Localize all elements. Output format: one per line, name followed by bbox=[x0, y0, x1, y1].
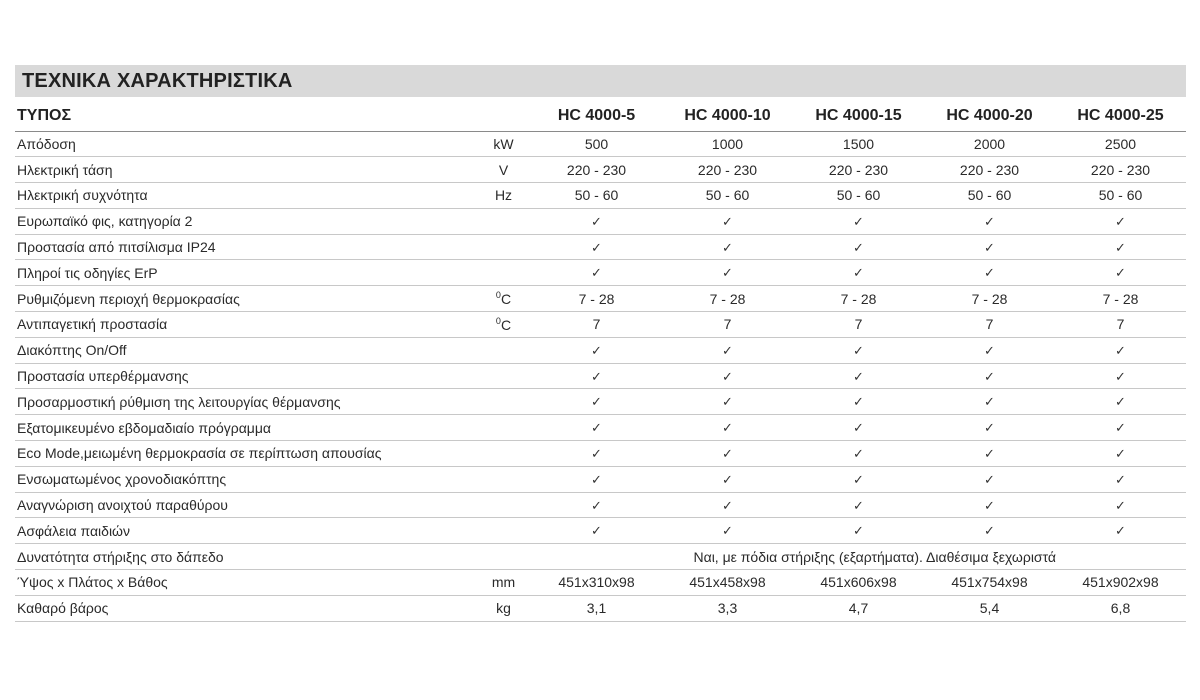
checkmark-cell bbox=[662, 234, 793, 260]
unit-text: C bbox=[500, 291, 512, 308]
checkmark-icon: ✓ bbox=[1115, 524, 1126, 540]
checkmark-cell bbox=[1055, 492, 1186, 518]
checkmark-icon: ✓ bbox=[591, 214, 602, 230]
checkmark-icon: ✓ bbox=[1115, 421, 1126, 437]
checkmark-icon: ✓ bbox=[984, 498, 995, 514]
checkmark-icon: ✓ bbox=[853, 369, 864, 385]
checkmark-icon: ✓ bbox=[853, 421, 864, 437]
checkmark-icon: ✓ bbox=[1115, 498, 1126, 514]
row-value: 2500 bbox=[1055, 131, 1186, 157]
checkmark-cell bbox=[531, 518, 662, 544]
header-unit-cell bbox=[476, 102, 531, 131]
checkmark-cell bbox=[793, 208, 924, 234]
checkmark-icon: ✓ bbox=[1115, 369, 1126, 385]
checkmark-icon: ✓ bbox=[1115, 214, 1126, 230]
checkmark-cell bbox=[1055, 260, 1186, 286]
checkmark-cell bbox=[924, 492, 1055, 518]
checkmark-icon: ✓ bbox=[722, 524, 733, 540]
header-type-label: ΤΥΠΟΣ bbox=[15, 102, 476, 131]
checkmark-cell bbox=[531, 260, 662, 286]
table-row bbox=[15, 208, 1186, 234]
row-label: Eco Mode,μειωμένη θερμοκρασία σε περίπτωση απουσίας bbox=[15, 441, 476, 467]
checkmark-icon: ✓ bbox=[853, 395, 864, 411]
checkmark-cell bbox=[531, 415, 662, 441]
row-label: Προσαρμοστική ρύθμιση της λειτουργίας θέρμανσης bbox=[15, 389, 476, 415]
unit-text: C bbox=[500, 316, 512, 333]
table-row bbox=[15, 389, 1186, 415]
row-value: 220 - 230 bbox=[924, 157, 1055, 183]
checkmark-icon: ✓ bbox=[853, 343, 864, 359]
row-unit bbox=[476, 518, 531, 544]
checkmark-icon: ✓ bbox=[591, 472, 602, 488]
row-span-value: Ναι, με πόδια στήριξης (εξαρτήματα). Διαθέσιμα ξεχωριστά bbox=[531, 544, 1186, 570]
table-row bbox=[15, 518, 1186, 544]
checkmark-icon: ✓ bbox=[984, 214, 995, 230]
checkmark-cell bbox=[1055, 337, 1186, 363]
checkmark-cell bbox=[793, 441, 924, 467]
row-label: Πληροί τις οδηγίες ErP bbox=[15, 260, 476, 286]
row-value: 7 - 28 bbox=[1055, 286, 1186, 312]
table-row bbox=[15, 595, 1186, 621]
checkmark-icon: ✓ bbox=[722, 421, 733, 437]
checkmark-cell bbox=[662, 363, 793, 389]
checkmark-icon: ✓ bbox=[591, 524, 602, 540]
row-unit bbox=[476, 234, 531, 260]
row-value: 6,8 bbox=[1055, 595, 1186, 621]
table-row bbox=[15, 492, 1186, 518]
checkmark-cell bbox=[793, 415, 924, 441]
table-row bbox=[15, 312, 1186, 338]
table-row bbox=[15, 234, 1186, 260]
table-row bbox=[15, 157, 1186, 183]
checkmark-icon: ✓ bbox=[722, 472, 733, 488]
table-row bbox=[15, 415, 1186, 441]
checkmark-icon: ✓ bbox=[722, 395, 733, 411]
row-label: Εξατομικευμένο εβδομαδιαίο πρόγραμμα bbox=[15, 415, 476, 441]
checkmark-icon: ✓ bbox=[722, 498, 733, 514]
checkmark-cell bbox=[662, 518, 793, 544]
checkmark-icon: ✓ bbox=[722, 266, 733, 282]
row-value: 7 bbox=[662, 312, 793, 338]
checkmark-icon: ✓ bbox=[591, 395, 602, 411]
checkmark-cell bbox=[924, 363, 1055, 389]
checkmark-icon: ✓ bbox=[1115, 472, 1126, 488]
row-unit bbox=[476, 544, 531, 570]
row-value: 220 - 230 bbox=[793, 157, 924, 183]
row-label: Απόδοση bbox=[15, 131, 476, 157]
row-value: 7 - 28 bbox=[662, 286, 793, 312]
row-unit bbox=[476, 337, 531, 363]
row-value: 7 bbox=[793, 312, 924, 338]
row-value: 50 - 60 bbox=[531, 183, 662, 209]
checkmark-icon: ✓ bbox=[591, 266, 602, 282]
row-value: 500 bbox=[531, 131, 662, 157]
table-header-row bbox=[15, 102, 1186, 131]
checkmark-cell bbox=[924, 208, 1055, 234]
checkmark-cell bbox=[531, 492, 662, 518]
row-value: 220 - 230 bbox=[1055, 157, 1186, 183]
table-row bbox=[15, 363, 1186, 389]
row-label: Δυνατότητα στήριξης στο δάπεδο bbox=[15, 544, 476, 570]
checkmark-cell bbox=[1055, 441, 1186, 467]
row-value: 220 - 230 bbox=[531, 157, 662, 183]
row-label: Ρυθμιζόμενη περιοχή θερμοκρασίας bbox=[15, 286, 476, 312]
checkmark-icon: ✓ bbox=[722, 343, 733, 359]
checkmark-icon: ✓ bbox=[853, 498, 864, 514]
checkmark-cell bbox=[531, 441, 662, 467]
row-unit bbox=[476, 363, 531, 389]
checkmark-cell bbox=[924, 466, 1055, 492]
row-value: 50 - 60 bbox=[1055, 183, 1186, 209]
checkmark-icon: ✓ bbox=[1115, 343, 1126, 359]
row-unit: Hz bbox=[476, 183, 531, 209]
row-value: 451x606x98 bbox=[793, 570, 924, 596]
checkmark-cell bbox=[793, 492, 924, 518]
checkmark-icon: ✓ bbox=[853, 524, 864, 540]
checkmark-icon: ✓ bbox=[1115, 395, 1126, 411]
checkmark-icon: ✓ bbox=[853, 214, 864, 230]
row-value: 7 bbox=[1055, 312, 1186, 338]
checkmark-icon: ✓ bbox=[722, 446, 733, 462]
checkmark-icon: ✓ bbox=[984, 446, 995, 462]
table-row bbox=[15, 131, 1186, 157]
row-value: 451x902x98 bbox=[1055, 570, 1186, 596]
row-unit bbox=[476, 415, 531, 441]
checkmark-icon: ✓ bbox=[591, 446, 602, 462]
row-unit bbox=[476, 492, 531, 518]
row-unit: V bbox=[476, 157, 531, 183]
table-row bbox=[15, 183, 1186, 209]
row-unit bbox=[476, 441, 531, 467]
checkmark-cell bbox=[924, 337, 1055, 363]
row-label: Αναγνώριση ανοιχτού παραθύρου bbox=[15, 492, 476, 518]
checkmark-icon: ✓ bbox=[722, 214, 733, 230]
checkmark-cell bbox=[662, 415, 793, 441]
checkmark-cell bbox=[793, 337, 924, 363]
row-value: 3,1 bbox=[531, 595, 662, 621]
checkmark-cell bbox=[1055, 234, 1186, 260]
checkmark-icon: ✓ bbox=[722, 369, 733, 385]
checkmark-cell bbox=[531, 389, 662, 415]
checkmark-icon: ✓ bbox=[984, 240, 995, 256]
checkmark-cell bbox=[662, 337, 793, 363]
row-unit: kW bbox=[476, 131, 531, 157]
row-label: Αντιπαγετική προστασία bbox=[15, 312, 476, 338]
checkmark-cell bbox=[662, 492, 793, 518]
checkmark-cell bbox=[531, 363, 662, 389]
checkmark-cell bbox=[1055, 208, 1186, 234]
checkmark-cell bbox=[662, 389, 793, 415]
checkmark-icon: ✓ bbox=[591, 369, 602, 385]
checkmark-icon: ✓ bbox=[722, 240, 733, 256]
row-value: 1500 bbox=[793, 131, 924, 157]
section-title: ΤΕΧΝΙΚΑ ΧΑΡΑΚΤΗΡΙΣΤΙΚΑ bbox=[22, 70, 293, 92]
checkmark-icon: ✓ bbox=[591, 498, 602, 514]
checkmark-icon: ✓ bbox=[984, 266, 995, 282]
row-label: Ευρωπαϊκό φις, κατηγορία 2 bbox=[15, 208, 476, 234]
checkmark-icon: ✓ bbox=[853, 266, 864, 282]
checkmark-icon: ✓ bbox=[853, 472, 864, 488]
row-label: Προστασία υπερθέρμανσης bbox=[15, 363, 476, 389]
checkmark-cell bbox=[924, 415, 1055, 441]
checkmark-icon: ✓ bbox=[984, 472, 995, 488]
row-value: 220 - 230 bbox=[662, 157, 793, 183]
table-row bbox=[15, 570, 1186, 596]
row-unit bbox=[476, 260, 531, 286]
row-label: Ηλεκτρική συχνότητα bbox=[15, 183, 476, 209]
unit-superscript: 0 bbox=[495, 315, 501, 326]
checkmark-cell bbox=[662, 466, 793, 492]
checkmark-icon: ✓ bbox=[591, 343, 602, 359]
row-unit bbox=[476, 312, 531, 338]
checkmark-cell bbox=[662, 441, 793, 467]
checkmark-cell bbox=[662, 208, 793, 234]
row-value: 7 bbox=[531, 312, 662, 338]
checkmark-cell bbox=[793, 363, 924, 389]
row-unit bbox=[476, 389, 531, 415]
checkmark-cell bbox=[793, 389, 924, 415]
checkmark-icon: ✓ bbox=[591, 240, 602, 256]
checkmark-icon: ✓ bbox=[984, 395, 995, 411]
row-label: Ύψος x Πλάτος x Βάθος bbox=[15, 570, 476, 596]
checkmark-cell bbox=[924, 234, 1055, 260]
checkmark-cell bbox=[924, 389, 1055, 415]
header-model: HC 4000-15 bbox=[793, 102, 924, 131]
checkmark-icon: ✓ bbox=[1115, 240, 1126, 256]
checkmark-icon: ✓ bbox=[853, 240, 864, 256]
header-model: HC 4000-20 bbox=[924, 102, 1055, 131]
table-row bbox=[15, 286, 1186, 312]
row-value: 4,7 bbox=[793, 595, 924, 621]
checkmark-icon: ✓ bbox=[1115, 446, 1126, 462]
row-value: 3,3 bbox=[662, 595, 793, 621]
row-value: 7 - 28 bbox=[793, 286, 924, 312]
row-unit: kg bbox=[476, 595, 531, 621]
unit-superscript: 0 bbox=[495, 290, 501, 301]
checkmark-icon: ✓ bbox=[984, 524, 995, 540]
table-row bbox=[15, 337, 1186, 363]
checkmark-cell bbox=[531, 337, 662, 363]
header-model: HC 4000-10 bbox=[662, 102, 793, 131]
row-value: 451x310x98 bbox=[531, 570, 662, 596]
checkmark-cell bbox=[793, 260, 924, 286]
header-model: HC 4000-5 bbox=[531, 102, 662, 131]
row-value: 50 - 60 bbox=[662, 183, 793, 209]
row-unit: mm bbox=[476, 570, 531, 596]
row-value: 7 - 28 bbox=[924, 286, 1055, 312]
row-value: 50 - 60 bbox=[793, 183, 924, 209]
checkmark-cell bbox=[1055, 466, 1186, 492]
checkmark-icon: ✓ bbox=[1115, 266, 1126, 282]
row-value: 7 bbox=[924, 312, 1055, 338]
checkmark-icon: ✓ bbox=[591, 421, 602, 437]
checkmark-cell bbox=[531, 234, 662, 260]
table-row bbox=[15, 260, 1186, 286]
row-value: 50 - 60 bbox=[924, 183, 1055, 209]
checkmark-icon: ✓ bbox=[984, 421, 995, 437]
table-body bbox=[15, 131, 1186, 621]
row-label: Ηλεκτρική τάση bbox=[15, 157, 476, 183]
row-label: Διακόπτης On/Off bbox=[15, 337, 476, 363]
row-value: 1000 bbox=[662, 131, 793, 157]
section-title-bar bbox=[15, 65, 1186, 97]
row-unit bbox=[476, 466, 531, 492]
checkmark-cell bbox=[662, 260, 793, 286]
row-value: 451x458x98 bbox=[662, 570, 793, 596]
row-unit bbox=[476, 208, 531, 234]
row-value: 5,4 bbox=[924, 595, 1055, 621]
checkmark-cell bbox=[1055, 363, 1186, 389]
header-model: HC 4000-25 bbox=[1055, 102, 1186, 131]
row-value: 7 - 28 bbox=[531, 286, 662, 312]
checkmark-cell bbox=[924, 260, 1055, 286]
row-value: 2000 bbox=[924, 131, 1055, 157]
checkmark-cell bbox=[1055, 415, 1186, 441]
spec-table bbox=[15, 102, 1186, 622]
checkmark-cell bbox=[924, 518, 1055, 544]
row-unit bbox=[476, 286, 531, 312]
checkmark-cell bbox=[1055, 518, 1186, 544]
checkmark-icon: ✓ bbox=[853, 446, 864, 462]
checkmark-icon: ✓ bbox=[984, 343, 995, 359]
checkmark-cell bbox=[531, 466, 662, 492]
table-row bbox=[15, 466, 1186, 492]
row-label: Ενσωματωμένος χρονοδιακόπτης bbox=[15, 466, 476, 492]
row-label: Καθαρό βάρος bbox=[15, 595, 476, 621]
checkmark-cell bbox=[1055, 389, 1186, 415]
table-row bbox=[15, 544, 1186, 570]
row-label: Ασφάλεια παιδιών bbox=[15, 518, 476, 544]
checkmark-cell bbox=[531, 208, 662, 234]
row-value: 451x754x98 bbox=[924, 570, 1055, 596]
checkmark-cell bbox=[793, 466, 924, 492]
checkmark-cell bbox=[924, 441, 1055, 467]
checkmark-cell bbox=[793, 518, 924, 544]
checkmark-cell bbox=[793, 234, 924, 260]
row-label: Προστασία από πιτσίλισμα IP24 bbox=[15, 234, 476, 260]
checkmark-icon: ✓ bbox=[984, 369, 995, 385]
table-row bbox=[15, 441, 1186, 467]
